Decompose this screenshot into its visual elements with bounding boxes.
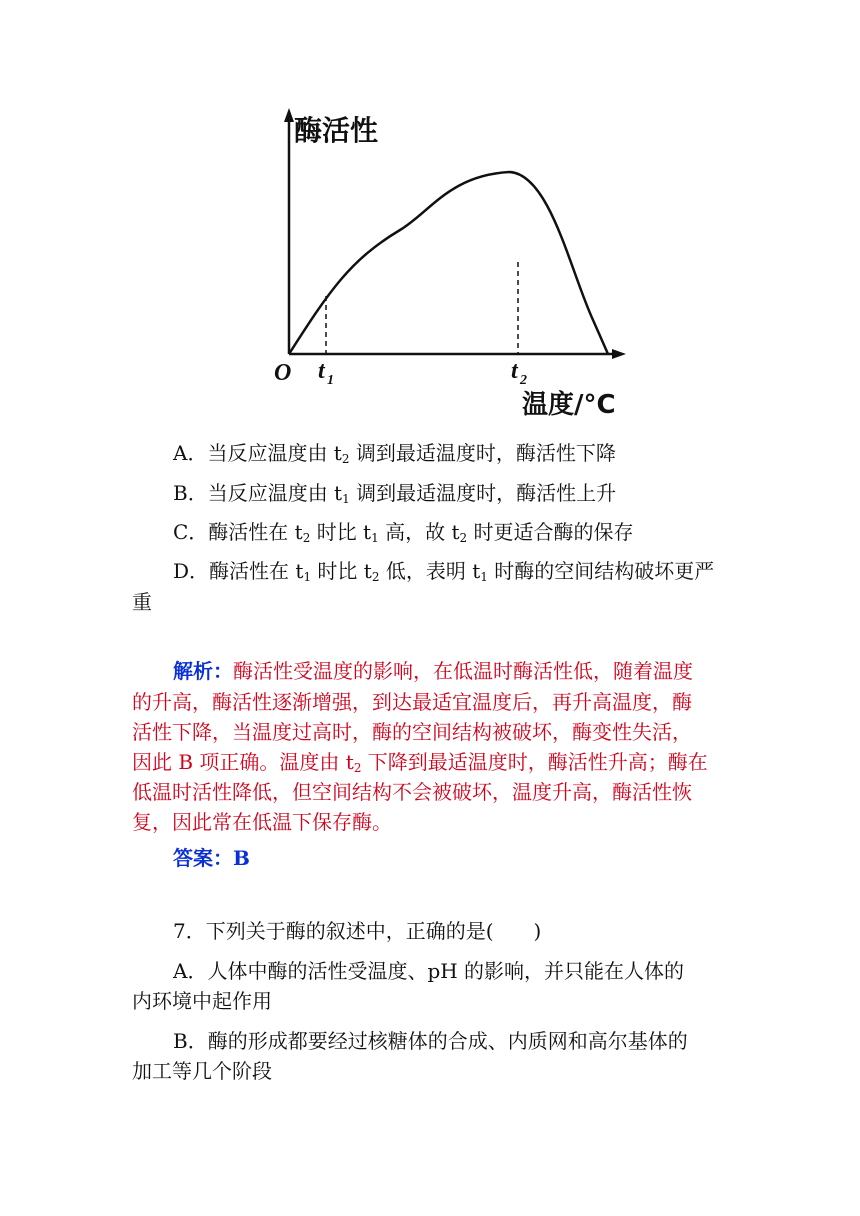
y-axis-arrow bbox=[284, 108, 294, 122]
t2-label: t bbox=[511, 358, 518, 384]
activity-curve bbox=[289, 172, 608, 354]
enzyme-activity-figure bbox=[270, 100, 650, 430]
option-d-text-2: 时比 t bbox=[311, 559, 372, 583]
option-c-text-1: C．酶活性在 t bbox=[173, 520, 303, 544]
analysis-text-4b: 下降到最适温度时，酶活性升高；酶在 bbox=[361, 750, 708, 774]
q7-option-a-line2: 内环境中起作用 bbox=[132, 989, 272, 1013]
option-b-text-2: 调到最适温度时，酶活性上升 bbox=[349, 481, 617, 505]
option-d-sub-3: 1 bbox=[480, 570, 488, 584]
option-d-text-4: 时酶的空间结构破坏更严 bbox=[487, 559, 715, 583]
y-axis-label: 酶活性 bbox=[294, 114, 379, 147]
analysis-line-5: 低温时活性降低，但空间结构不会被破坏，温度升高，酶活性恢 bbox=[132, 780, 692, 804]
analysis-text-4a: 因此 B 项正确。温度由 t bbox=[132, 750, 354, 774]
option-d-text-1: D．酶活性在 t bbox=[173, 559, 304, 583]
q7-option-a-line1: A．人体中酶的活性受温度、pH 的影响，并只能在人体的 bbox=[173, 959, 685, 983]
question-7-stem: 7．下列关于酶的叙述中，正确的是( ) bbox=[173, 919, 542, 943]
analysis-line-1 bbox=[173, 656, 693, 686]
option-d bbox=[173, 556, 714, 592]
option-a-text-2: 调到最适温度时，酶活性下降 bbox=[349, 441, 616, 465]
option-c-sub-1: 2 bbox=[302, 531, 311, 545]
option-d-line2: 重 bbox=[132, 590, 152, 614]
option-a-sub: 2 bbox=[341, 452, 350, 466]
analysis-line-2: 的升高，酶活性逐渐增强，到达最适宜温度后，再升高温度，酶 bbox=[132, 690, 692, 714]
option-a-text-1: A．当反应温度由 t bbox=[173, 441, 342, 465]
option-c-text-3: 高，故 t bbox=[378, 520, 460, 544]
option-b bbox=[173, 478, 616, 514]
option-c-text-2: 时比 t bbox=[310, 520, 372, 544]
option-c-sub-3: 2 bbox=[459, 531, 468, 545]
option-c-sub-2: 1 bbox=[371, 531, 379, 545]
option-d-sub-2: 2 bbox=[371, 570, 380, 584]
option-b-text-1: B．当反应温度由 t bbox=[173, 481, 343, 505]
x-axis-label: 温度/°C bbox=[522, 390, 616, 420]
t1-subscript: 1 bbox=[327, 373, 334, 388]
analysis-sub-4: 2 bbox=[353, 761, 362, 775]
option-c-text-4: 时更适合酶的保存 bbox=[467, 520, 634, 544]
analysis-text-1: 酶活性受温度的影响，在低温时酶活性低，随着温度 bbox=[233, 659, 693, 683]
option-d-sub-1: 1 bbox=[303, 570, 312, 584]
origin-label: O bbox=[274, 360, 292, 386]
option-d-text-3: 低，表明 t bbox=[379, 559, 481, 583]
analysis-label: 解析： bbox=[173, 659, 233, 683]
q7-option-b-line2: 加工等几个阶段 bbox=[132, 1059, 272, 1083]
q7-option-b-line1: B．酶的形成都要经过核糖体的合成、内质网和高尔基体的 bbox=[173, 1029, 688, 1053]
t2-subscript: 2 bbox=[520, 373, 527, 388]
option-b-sub: 1 bbox=[342, 492, 350, 506]
enzyme-activity-graph bbox=[270, 100, 650, 430]
x-axis-arrow bbox=[612, 349, 626, 359]
analysis-line-6: 复，因此常在低温下保存酶。 bbox=[132, 810, 392, 834]
option-c bbox=[173, 517, 634, 553]
option-a bbox=[173, 438, 616, 474]
t1-label: t bbox=[318, 358, 325, 384]
analysis-line-3: 活性下降，当温度过高时，酶的空间结构被破坏，酶变性失活， bbox=[132, 720, 692, 744]
answer-label: 答案：B bbox=[173, 846, 250, 870]
